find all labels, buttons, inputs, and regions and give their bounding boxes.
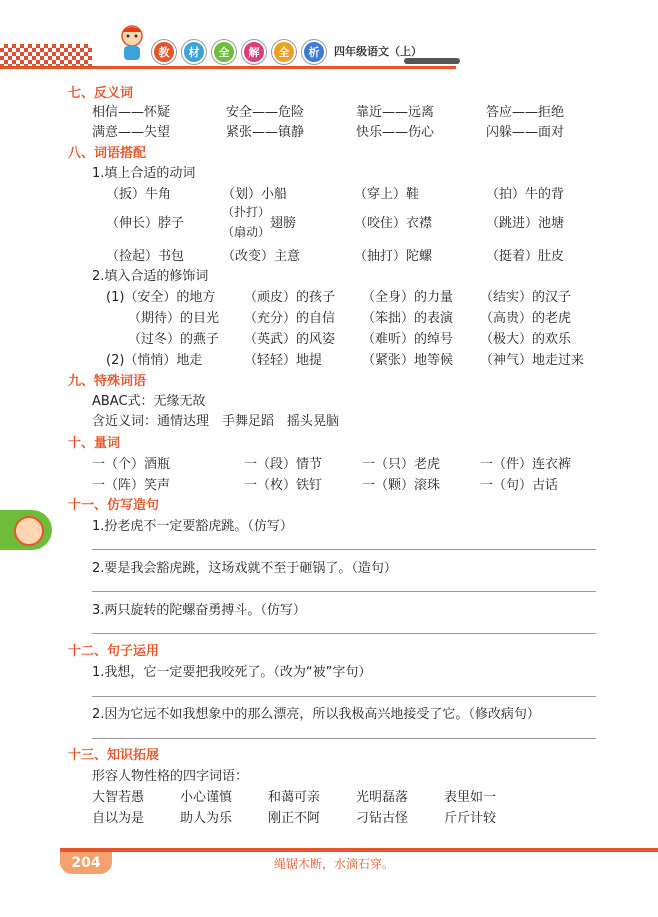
exercise-11-1: 1.扮老虎不一定要豁虎跳。（仿写） <box>92 519 293 534</box>
modifier-item: (2)（悄悄）地走 <box>106 353 203 368</box>
exercise-12-1: 1.我想，它一定要把我咬死了。（改为“被”字句） <box>92 665 372 680</box>
measure-word: 一（个）酒瓶 <box>92 457 171 472</box>
header-book-title <box>152 40 326 64</box>
idiom: 大智若愚 <box>92 790 145 805</box>
measure-word: 一（段）情节 <box>244 457 323 472</box>
measure-word: 一（只）老虎 <box>362 457 441 472</box>
header-grade: 四年级语文（上） <box>334 45 422 58</box>
synonym-words: 含近义词：通情达理 手舞足蹈 摇头晃脑 <box>92 414 340 429</box>
idiom: 和蔼可亲 <box>268 790 321 805</box>
verb-item: （改变）主意 <box>222 249 301 264</box>
idiom: 自以为是 <box>92 811 145 826</box>
antonym-pair: 相信——怀疑 <box>92 105 171 120</box>
exercise-11-2: 2.要是我会豁虎跳，这场戏就不至于砸锅了。（造句） <box>92 561 397 576</box>
section-12-title: 十二、句子运用 <box>68 644 160 659</box>
modifier-item: （充分）的自信 <box>244 311 336 326</box>
exercise-12-2: 2.因为它远不如我想象中的那么漂亮，所以我极高兴地接受了它。（修改病句） <box>92 707 540 722</box>
antonym-pair: 满意——失望 <box>92 125 171 140</box>
exercise-11-3: 3.两只旋转的陀螺奋勇搏斗。（仿写） <box>92 603 306 618</box>
header-rule <box>0 66 456 69</box>
modifier-item: （紧张）地等候 <box>362 353 454 368</box>
answer-line <box>92 549 596 550</box>
answer-line <box>92 591 596 592</box>
modifier-item: （轻轻）地提 <box>244 353 323 368</box>
verb-item: （挺着）肚皮 <box>486 249 565 264</box>
section-8-title: 八、词语搭配 <box>68 146 147 161</box>
abac-words: ABAC式：无缘无故 <box>92 394 206 409</box>
antonym-pair: 靠近——远离 <box>356 105 435 120</box>
modifier-item: （全身）的力量 <box>362 290 454 305</box>
measure-word: 一（颗）滚珠 <box>362 478 441 493</box>
verb-item: （跳进）池塘 <box>486 216 565 231</box>
antonym-pair: 紧张——镇静 <box>226 125 305 140</box>
idiom: 助人为乐 <box>180 811 233 826</box>
antonym-pair: 安全——危险 <box>226 105 305 120</box>
footer-motto: 绳锯木断，水滴石穿。 <box>274 857 395 871</box>
verb-item: （划）小船 <box>222 187 288 202</box>
modifier-item: （高贵）的老虎 <box>480 311 572 326</box>
antonym-pair: 答应——拒绝 <box>486 105 565 120</box>
title-char-0: 教 <box>152 40 176 64</box>
answer-line <box>92 738 596 739</box>
verb-item: （伸长）脖子 <box>106 216 185 231</box>
idiom: 表里如一 <box>444 790 497 805</box>
antonym-pair: 快乐——伤心 <box>356 125 435 140</box>
section-9-title: 九、特殊词语 <box>68 374 147 389</box>
modifier-item: （极大）的欢乐 <box>480 332 572 347</box>
title-char-5: 析 <box>302 40 326 64</box>
mascot-face-icon <box>14 516 44 546</box>
section-8-sub2: 2.填入合适的修饰词 <box>92 269 209 284</box>
modifier-item: （顽皮）的孩子 <box>244 290 336 305</box>
footer-rule <box>60 848 658 852</box>
section-11-title: 十一、仿写造句 <box>68 498 160 513</box>
title-char-1: 材 <box>182 40 206 64</box>
verb-item: （抽打）陀螺 <box>354 249 433 264</box>
modifier-item: （神气）地走过来 <box>480 353 585 368</box>
measure-word: 一（件）连衣裤 <box>480 457 572 472</box>
measure-word: 一（阵）笑声 <box>92 478 171 493</box>
side-mascot-tab <box>0 510 52 550</box>
header-checker-decoration <box>0 44 92 66</box>
verb-item: （咬住）衣襟 <box>354 216 433 231</box>
section-13-title: 十三、知识拓展 <box>68 748 160 763</box>
modifier-item: （难听）的绰号 <box>362 332 454 347</box>
answer-line <box>92 633 596 634</box>
verb-item: （扳）牛角 <box>106 187 172 202</box>
modifier-item: (1)（安全）的地方 <box>106 290 216 305</box>
page-number: 204 <box>60 852 112 874</box>
measure-word: 一（枚）铁钉 <box>244 478 323 493</box>
section-8-sub1: 1.填上合适的动词 <box>92 166 196 181</box>
idiom: 刚正不阿 <box>268 811 321 826</box>
title-char-3: 解 <box>242 40 266 64</box>
modifier-item: （英武）的风姿 <box>244 332 336 347</box>
idiom: 光明磊落 <box>356 790 409 805</box>
modifier-item: （结实）的汉子 <box>480 290 572 305</box>
title-char-2: 全 <box>212 40 236 64</box>
modifier-item: （期待）的目光 <box>128 311 220 326</box>
verb-item: （拍）牛的背 <box>486 187 565 202</box>
section-7-title: 七、反义词 <box>68 86 134 101</box>
mascot-girl-icon <box>112 22 152 66</box>
idiom: 刁钻古怪 <box>356 811 409 826</box>
verb-item: 翅膀 <box>270 216 297 231</box>
modifier-item: （笨拙）的表演 <box>362 311 454 326</box>
wing-option: （扇动） <box>222 225 271 239</box>
idiom-intro: 形容人物性格的四字词语： <box>92 769 249 784</box>
answer-line <box>92 696 596 697</box>
pencil-icon <box>404 58 460 64</box>
wing-option: （扑打） <box>222 205 271 219</box>
section-10-title: 十、量词 <box>68 436 121 451</box>
modifier-item: （过冬）的燕子 <box>128 332 220 347</box>
verb-item: （穿上）鞋 <box>354 187 420 202</box>
idiom: 小心谨慎 <box>180 790 233 805</box>
measure-word: 一（句）古话 <box>480 478 559 493</box>
title-char-4: 全 <box>272 40 296 64</box>
antonym-pair: 闪躲——面对 <box>486 125 565 140</box>
idiom: 斤斤计较 <box>444 811 497 826</box>
verb-item: （捡起）书包 <box>106 249 185 264</box>
